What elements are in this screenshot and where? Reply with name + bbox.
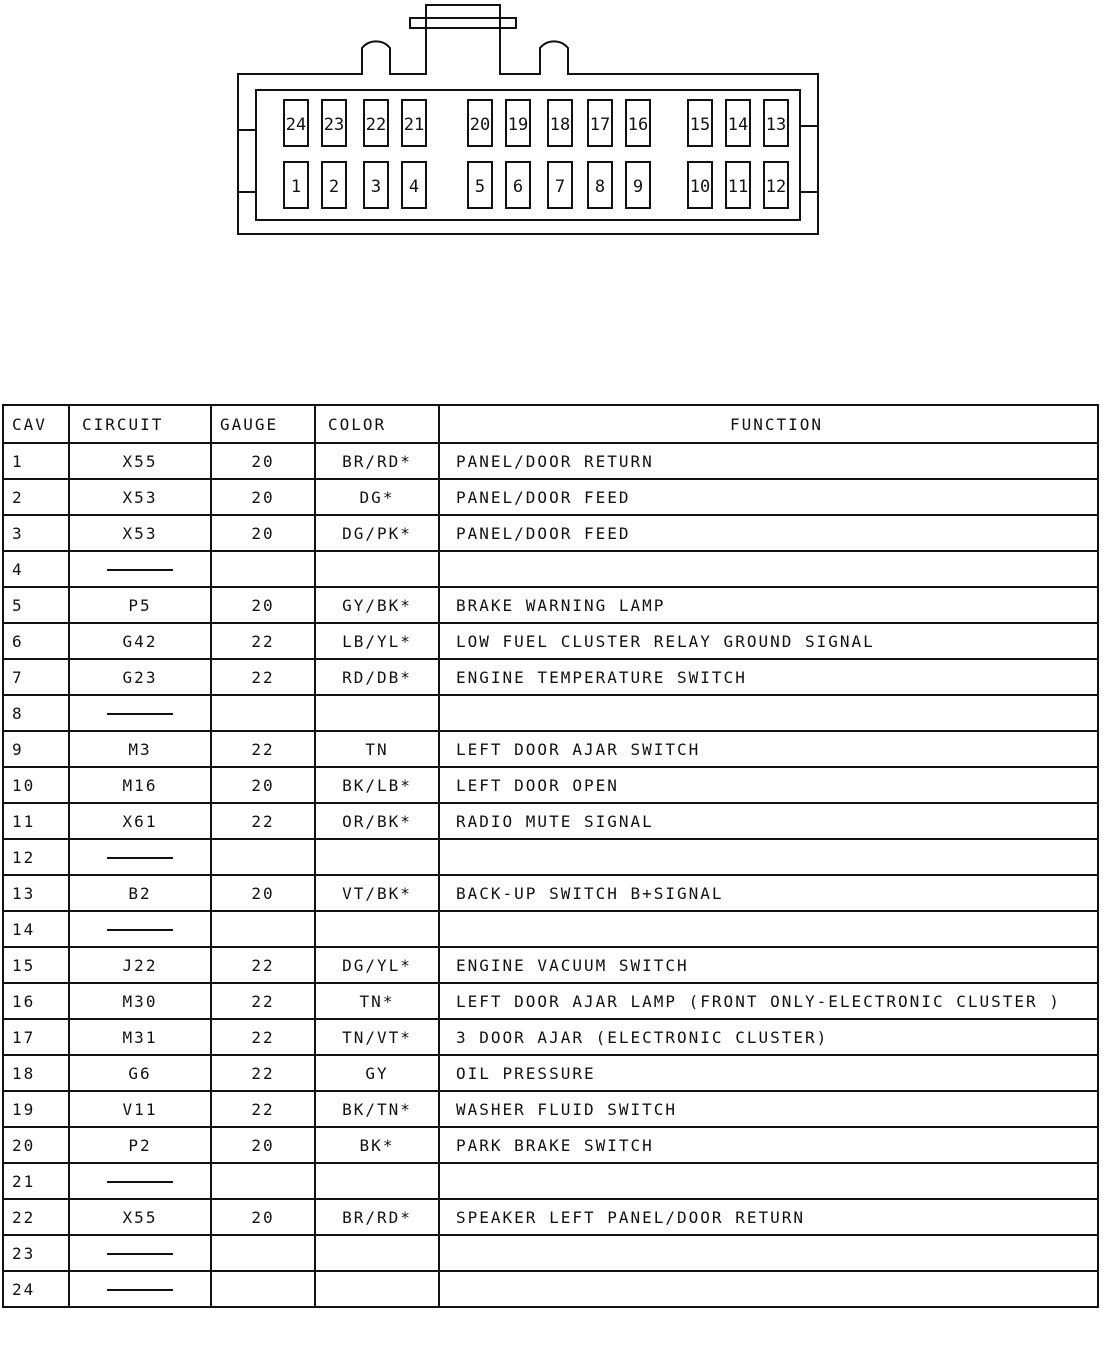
cell-gauge: 22 — [211, 1055, 315, 1091]
cell-color: DG* — [315, 479, 439, 515]
cell-function: 3 DOOR AJAR (ELECTRONIC CLUSTER) — [439, 1019, 1098, 1055]
table-row — [3, 1199, 1098, 1235]
pin-label-13: 13 — [765, 115, 787, 135]
cell-function: PANEL/DOOR FEED — [439, 515, 1098, 551]
connector-left-notch — [238, 130, 256, 192]
pin-label-4: 4 — [408, 177, 420, 197]
table-row — [3, 1271, 1098, 1307]
cell-cav: 17 — [3, 1019, 69, 1055]
connector-inner-face — [256, 90, 800, 220]
cell-color: OR/BK* — [315, 803, 439, 839]
cell-cav: 22 — [3, 1199, 69, 1235]
cell-circuit: P2 — [69, 1127, 211, 1163]
cell-color — [315, 1235, 439, 1271]
cell-gauge: 20 — [211, 515, 315, 551]
cell-color — [315, 1163, 439, 1199]
cell-cav: 21 — [3, 1163, 69, 1199]
unused-cavity-dash — [107, 1253, 173, 1255]
unused-cavity-dash — [107, 929, 173, 931]
cell-circuit: J22 — [69, 947, 211, 983]
pin-label-14: 14 — [727, 115, 749, 135]
cell-circuit: G23 — [69, 659, 211, 695]
cell-gauge: 22 — [211, 659, 315, 695]
cell-color: BR/RD* — [315, 443, 439, 479]
cell-cav: 16 — [3, 983, 69, 1019]
cell-gauge: 20 — [211, 767, 315, 803]
table-row — [3, 875, 1098, 911]
cell-circuit: G42 — [69, 623, 211, 659]
cell-color — [315, 695, 439, 731]
pin-label-8: 8 — [594, 177, 606, 197]
cell-circuit: M31 — [69, 1019, 211, 1055]
cell-circuit: P5 — [69, 587, 211, 623]
cell-cav: 1 — [3, 443, 69, 479]
cell-function: OIL PRESSURE — [439, 1055, 1098, 1091]
table-row — [3, 515, 1098, 551]
cell-cav: 3 — [3, 515, 69, 551]
table-row — [3, 911, 1098, 947]
header-gauge: GAUGE — [211, 405, 315, 443]
cell-color: BK/TN* — [315, 1091, 439, 1127]
cell-function: PANEL/DOOR FEED — [439, 479, 1098, 515]
cell-function — [439, 1163, 1098, 1199]
cell-function: BRAKE WARNING LAMP — [439, 587, 1098, 623]
cell-function: LEFT DOOR AJAR SWITCH — [439, 731, 1098, 767]
cell-gauge — [211, 1271, 315, 1307]
cell-gauge: 20 — [211, 479, 315, 515]
table-row — [3, 839, 1098, 875]
table-row — [3, 767, 1098, 803]
cell-function — [439, 911, 1098, 947]
table-header-row — [3, 405, 1098, 443]
cell-gauge: 22 — [211, 803, 315, 839]
table-row — [3, 1055, 1098, 1091]
pin-label-2: 2 — [328, 177, 340, 197]
cell-gauge — [211, 839, 315, 875]
cell-cav: 6 — [3, 623, 69, 659]
cell-gauge: 22 — [211, 1019, 315, 1055]
cell-color — [315, 911, 439, 947]
cell-cav: 12 — [3, 839, 69, 875]
cell-cav: 11 — [3, 803, 69, 839]
cell-function: LOW FUEL CLUSTER RELAY GROUND SIGNAL — [439, 623, 1098, 659]
cell-circuit — [69, 1163, 211, 1199]
cell-color: GY/BK* — [315, 587, 439, 623]
cell-gauge: 20 — [211, 587, 315, 623]
cell-cav: 24 — [3, 1271, 69, 1307]
cell-function — [439, 695, 1098, 731]
pin-row-top — [284, 100, 788, 146]
cell-function: LEFT DOOR OPEN — [439, 767, 1098, 803]
cell-function: RADIO MUTE SIGNAL — [439, 803, 1098, 839]
cell-cav: 9 — [3, 731, 69, 767]
pin-label-19: 19 — [507, 115, 529, 135]
header-color: COLOR — [315, 405, 439, 443]
cell-color: BK/LB* — [315, 767, 439, 803]
table-row — [3, 983, 1098, 1019]
cell-gauge: 22 — [211, 731, 315, 767]
cell-gauge — [211, 695, 315, 731]
cell-function: PARK BRAKE SWITCH — [439, 1127, 1098, 1163]
cell-circuit: V11 — [69, 1091, 211, 1127]
cell-gauge: 20 — [211, 1199, 315, 1235]
cell-gauge: 22 — [211, 947, 315, 983]
table-row — [3, 443, 1098, 479]
unused-cavity-dash — [107, 857, 173, 859]
cell-circuit: M30 — [69, 983, 211, 1019]
cell-circuit: G6 — [69, 1055, 211, 1091]
pin-label-17: 17 — [589, 115, 611, 135]
cell-function — [439, 1271, 1098, 1307]
table-row — [3, 1019, 1098, 1055]
cell-cav: 23 — [3, 1235, 69, 1271]
cell-circuit: X61 — [69, 803, 211, 839]
cell-circuit: M3 — [69, 731, 211, 767]
cell-circuit: X53 — [69, 479, 211, 515]
cell-cav: 14 — [3, 911, 69, 947]
pin-label-24: 24 — [285, 115, 307, 135]
pin-label-22: 22 — [365, 115, 387, 135]
cell-cav: 4 — [3, 551, 69, 587]
cell-cav: 13 — [3, 875, 69, 911]
pinout-table — [2, 404, 1099, 1308]
pin-label-5: 5 — [474, 177, 486, 197]
cell-gauge: 20 — [211, 1127, 315, 1163]
cell-color — [315, 1271, 439, 1307]
pin-label-23: 23 — [323, 115, 345, 135]
table-row — [3, 551, 1098, 587]
cell-cav: 15 — [3, 947, 69, 983]
pin-row-bottom — [284, 162, 788, 208]
pin-label-18: 18 — [549, 115, 571, 135]
cell-cav: 7 — [3, 659, 69, 695]
cell-gauge: 22 — [211, 1091, 315, 1127]
pin-label-1: 1 — [290, 177, 302, 197]
cell-function: LEFT DOOR AJAR LAMP (FRONT ONLY-ELECTRONIC CLUSTER ) — [439, 983, 1098, 1019]
table-row — [3, 731, 1098, 767]
cell-cav: 18 — [3, 1055, 69, 1091]
pinout-table-body — [3, 443, 1098, 1307]
cell-color: TN — [315, 731, 439, 767]
cell-gauge — [211, 551, 315, 587]
header-function: FUNCTION — [439, 405, 1098, 443]
cell-color: GY — [315, 1055, 439, 1091]
cell-color: VT/BK* — [315, 875, 439, 911]
pin-label-3: 3 — [370, 177, 382, 197]
table-row — [3, 1127, 1098, 1163]
pin-label-11: 11 — [727, 177, 749, 197]
unused-cavity-dash — [107, 1289, 173, 1291]
cell-function — [439, 1235, 1098, 1271]
cell-circuit — [69, 1235, 211, 1271]
pin-label-10: 10 — [689, 177, 711, 197]
pin-label-15: 15 — [689, 115, 711, 135]
connector-right-notch — [800, 126, 818, 192]
cell-gauge: 20 — [211, 875, 315, 911]
cell-circuit — [69, 695, 211, 731]
header-cav: CAV — [3, 405, 69, 443]
cell-gauge: 22 — [211, 623, 315, 659]
cell-color — [315, 551, 439, 587]
cell-gauge: 20 — [211, 443, 315, 479]
header-circuit: CIRCUIT — [69, 405, 211, 443]
cell-color: LB/YL* — [315, 623, 439, 659]
unused-cavity-dash — [107, 713, 173, 715]
cell-gauge — [211, 1163, 315, 1199]
cell-cav: 10 — [3, 767, 69, 803]
pin-label-16: 16 — [627, 115, 649, 135]
connector-diagram — [0, 0, 1120, 260]
pin-label-21: 21 — [403, 115, 425, 135]
pin-label-9: 9 — [632, 177, 644, 197]
cell-cav: 5 — [3, 587, 69, 623]
cell-circuit: B2 — [69, 875, 211, 911]
cell-gauge: 22 — [211, 983, 315, 1019]
cell-function — [439, 839, 1098, 875]
cell-cav: 19 — [3, 1091, 69, 1127]
cell-circuit — [69, 551, 211, 587]
table-row — [3, 803, 1098, 839]
cell-function: ENGINE TEMPERATURE SWITCH — [439, 659, 1098, 695]
cell-color: TN/VT* — [315, 1019, 439, 1055]
table-row — [3, 1163, 1098, 1199]
cell-gauge — [211, 911, 315, 947]
cell-gauge — [211, 1235, 315, 1271]
cell-circuit: X53 — [69, 515, 211, 551]
table-row — [3, 587, 1098, 623]
pin-label-12: 12 — [765, 177, 787, 197]
table-row — [3, 623, 1098, 659]
table-row — [3, 1091, 1098, 1127]
cell-color: DG/YL* — [315, 947, 439, 983]
cell-color: TN* — [315, 983, 439, 1019]
cell-color: DG/PK* — [315, 515, 439, 551]
cell-color: BR/RD* — [315, 1199, 439, 1235]
cell-function: ENGINE VACUUM SWITCH — [439, 947, 1098, 983]
cell-color: RD/DB* — [315, 659, 439, 695]
unused-cavity-dash — [107, 1181, 173, 1183]
cell-circuit — [69, 911, 211, 947]
unused-cavity-dash — [107, 569, 173, 571]
pin-label-7: 7 — [554, 177, 566, 197]
cell-function: SPEAKER LEFT PANEL/DOOR RETURN — [439, 1199, 1098, 1235]
cell-function — [439, 551, 1098, 587]
cell-circuit: M16 — [69, 767, 211, 803]
cell-color: BK* — [315, 1127, 439, 1163]
cell-function: BACK-UP SWITCH B+SIGNAL — [439, 875, 1098, 911]
cell-circuit: X55 — [69, 443, 211, 479]
cell-cav: 20 — [3, 1127, 69, 1163]
table-row — [3, 947, 1098, 983]
cell-circuit — [69, 1271, 211, 1307]
cell-circuit: X55 — [69, 1199, 211, 1235]
table-row — [3, 659, 1098, 695]
table-row — [3, 1235, 1098, 1271]
pin-label-6: 6 — [512, 177, 524, 197]
table-row — [3, 695, 1098, 731]
pin-label-20: 20 — [469, 115, 491, 135]
cell-function: WASHER FLUID SWITCH — [439, 1091, 1098, 1127]
cell-circuit — [69, 839, 211, 875]
table-row — [3, 479, 1098, 515]
cell-color — [315, 839, 439, 875]
cell-cav: 8 — [3, 695, 69, 731]
cell-function: PANEL/DOOR RETURN — [439, 443, 1098, 479]
cell-cav: 2 — [3, 479, 69, 515]
